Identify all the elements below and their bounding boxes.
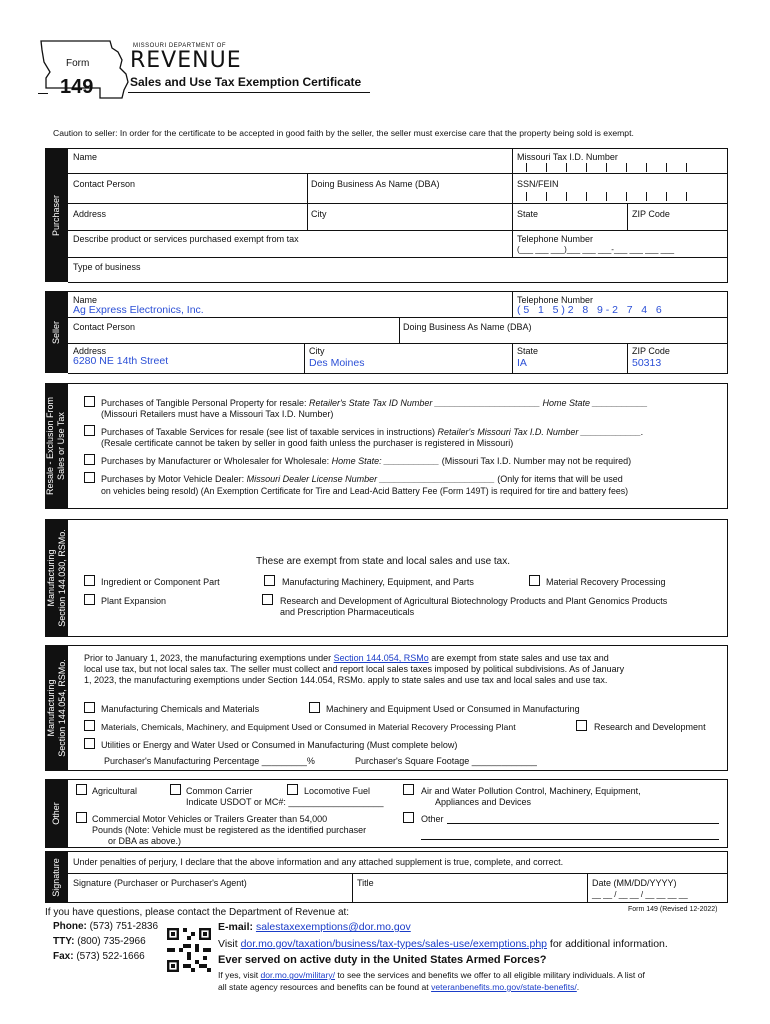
title-underline: [128, 92, 370, 93]
locomotive-checkbox[interactable]: [287, 784, 298, 795]
form-title: Sales and Use Tax Exemption Certificate: [130, 75, 362, 89]
commercial-vehicle-label: Commercial Motor Vehicles or Trailers Greater than 54,000: [92, 814, 328, 824]
air-water-checkbox[interactable]: [403, 784, 414, 795]
caution-text: Caution to seller: In order for the certificate to be accepted in good faith by the seller, the seller must exercise care that the property being sold is exempt.: [53, 128, 634, 138]
utilities-checkbox[interactable]: [84, 738, 95, 749]
seller-state-value[interactable]: IA: [517, 357, 527, 369]
ingredient-checkbox[interactable]: [84, 575, 95, 586]
purchaser-contact-field[interactable]: [70, 175, 305, 202]
resale-services-checkbox[interactable]: [84, 425, 95, 436]
purchaser-dba-label: Doing Business As Name (DBA): [311, 179, 440, 189]
research-development-checkbox[interactable]: [576, 720, 587, 731]
square-footage-field[interactable]: Purchaser's Square Footage _____________: [355, 756, 537, 766]
mfg054-band: [45, 645, 68, 771]
air-water-label: Air and Water Pollution Control, Machinery, Equipment,: [421, 786, 641, 796]
date-label: Date (MM/DD/YYYY): [592, 878, 677, 888]
purchaser-type-label: Type of business: [73, 262, 141, 272]
purchaser-address-label: Address: [73, 209, 107, 219]
seller-name-label: Name: [73, 295, 98, 305]
fax-line: Fax: (573) 522-1666: [53, 951, 145, 962]
resale-dealer-text: Purchases by Motor Vehicle Dealer: Missouri Dealer License Number _______________________ (Only for items that will be used: [101, 474, 623, 484]
signature-field[interactable]: [70, 875, 350, 902]
resale-dealer-note: on vehicles being resold) (An Exemption Certificate for Tire and Lead-Acid Battery Fee (Form 149T) is required for tire and battery fees): [101, 486, 629, 496]
plant-expansion-label: Plant Expansion: [101, 596, 167, 606]
mfg054-band-line2: Section 144.054, RSMo.: [56, 659, 67, 757]
perjury-statement: Under penalties of perjury, I declare that the above information and any attached supplement is true, complete, and correct.: [73, 857, 564, 867]
seller-band: [45, 291, 68, 373]
purchaser-zip-field[interactable]: [629, 205, 726, 229]
tty-line: TTY: (800) 735-2966: [53, 936, 146, 947]
mfg054-paragraph-3: 1, 2023, the manufacturing exemptions under Section 144.054, RSMo. apply to state sales and use tax and local sales and use tax.: [84, 675, 608, 685]
ingredient-label: Ingredient or Component Part: [101, 577, 220, 587]
agency-line: MISSOURI DEPARTMENT OF: [133, 43, 227, 49]
locomotive-label: Locomotive Fuel: [304, 786, 371, 796]
other-band-label: Other: [50, 802, 61, 825]
purchaser-dba-field[interactable]: [309, 175, 511, 202]
purchaser-phone-field[interactable]: (___ ___ ___)___ ___ ___-___ ___ ___ ___: [517, 245, 675, 254]
seller-state-label: State: [517, 346, 539, 356]
manufacturing-machinery-checkbox[interactable]: [264, 575, 275, 586]
purchaser-state-label: State: [517, 209, 539, 219]
research-development-label: Research and Development: [594, 722, 706, 732]
signature-label: Signature (Purchaser or Purchaser's Agent): [73, 878, 247, 888]
resale-dealer-checkbox[interactable]: [84, 472, 95, 483]
chemicals-checkbox[interactable]: [84, 702, 95, 713]
form-revision: Form 149 (Revised 12-2022): [628, 906, 718, 913]
mfg030-band: [45, 519, 68, 637]
agricultural-checkbox[interactable]: [76, 784, 87, 795]
seller-contact-field[interactable]: [70, 319, 397, 342]
research-agri-checkbox[interactable]: [262, 594, 273, 605]
mfg054-band-line1: Manufacturing: [45, 679, 56, 737]
research-agri-label: Research and Development of Agricultural Biotechnology Products and Plant Genomics Products: [280, 596, 668, 606]
purchaser-city-field[interactable]: [309, 205, 511, 229]
title-field[interactable]: [354, 875, 585, 902]
resale-wholesale-checkbox[interactable]: [84, 454, 95, 465]
resale-services-note: (Resale certificate cannot be taken by seller in good faith unless the purchaser is registered in Missouri): [101, 438, 514, 448]
resale-tangible-text: Purchases of Tangible Personal Property for resale: Retailer's State Tax ID Number _____________________ Home State ___________: [101, 398, 648, 408]
mfg054-paragraph-1: Prior to January 1, 2023, the manufacturing exemptions under Section 144.054, RSMo are exempt from state sales and use tax and: [84, 653, 609, 663]
form-number-dash: [38, 93, 48, 94]
purchaser-tax-id-field[interactable]: [514, 162, 726, 172]
manufacturing-machinery-label: Manufacturing Machinery, Equipment, and Parts: [282, 577, 474, 587]
resale-band: [45, 383, 68, 509]
purchaser-address-field[interactable]: [70, 205, 305, 229]
resale-wholesale-text: Purchases by Manufacturer or Wholesaler for Wholesale: Home State: ___________ (Missouri Tax I.D. Number may not be required): [101, 456, 632, 466]
purchaser-tax-id-label: Missouri Tax I.D. Number: [517, 152, 618, 162]
agricultural-label: Agricultural: [92, 786, 138, 796]
purchaser-band: [45, 148, 68, 282]
seller-phone-value[interactable]: ( 5 1 5 ) 2 8 9 - 2 7 4 6: [517, 304, 662, 316]
utilities-label: Utilities or Energy and Water Used or Consumed in Manufacturing (Must complete below): [101, 740, 458, 750]
form-label: Form: [66, 58, 90, 69]
commercial-vehicle-checkbox[interactable]: [76, 812, 87, 823]
seller-dba-field[interactable]: [401, 319, 726, 342]
purchaser-zip-label: ZIP Code: [632, 209, 670, 219]
veteran-benefits-link[interactable]: veteranbenefits.mo.gov/state-benefits/: [431, 982, 577, 992]
material-recovery-checkbox[interactable]: [529, 575, 540, 586]
purchaser-name-field[interactable]: [70, 150, 510, 172]
mfg030-band-line1: Manufacturing: [45, 549, 56, 607]
signature-band: [45, 851, 68, 903]
other-label: Other: [421, 814, 444, 824]
materials-label: Materials, Chemicals, Machinery, and Equipment Used or Consumed in Material Recovery Processing Plant: [101, 722, 516, 732]
mfg030-heading: These are exempt from state and local sales and use tax.: [256, 556, 511, 567]
machinery-used-label: Machinery and Equipment Used or Consumed in Manufacturing: [326, 704, 580, 714]
seller-city-label: City: [309, 346, 325, 356]
commercial-vehicle-label-2: Pounds (Note: Vehicle must be registered as the identified purchaser: [92, 825, 367, 835]
email-line: E-mail: salestaxexemptions@dor.mo.gov: [218, 921, 411, 933]
seller-contact-label: Contact Person: [73, 322, 136, 332]
resale-services-text: Purchases of Taxable Services for resale (see list of taxable services in instructions) Retailer's Missouri Tax I.D. Number ____________.: [101, 427, 644, 437]
armed-forces-heading: Ever served on active duty in the United States Armed Forces?: [218, 954, 547, 966]
purchaser-ssn-label: SSN/FEIN: [517, 179, 559, 189]
resale-tangible-checkbox[interactable]: [84, 396, 95, 407]
resale-band-line1: Resale - Exclusion From: [45, 396, 56, 496]
military-text-2: all state agency resources and benefits can be found at veteranbenefits.mo.gov/state-benefits/.: [218, 982, 580, 992]
chemicals-label: Manufacturing Chemicals and Materials: [101, 704, 260, 714]
other-band: [45, 779, 68, 848]
purchaser-city-label: City: [311, 209, 327, 219]
signature-band-label: Signature: [51, 857, 61, 897]
purchaser-describe-label: Describe product or services purchased exempt from tax: [73, 234, 299, 244]
seller-name-value[interactable]: Ag Express Electronics, Inc.: [73, 304, 204, 316]
seller-address-value[interactable]: 6280 NE 14th Street: [73, 355, 169, 367]
visit-line: Visit dor.mo.gov/taxation/business/tax-types/sales-use/exemptions.php for additional information.: [218, 938, 668, 950]
air-water-label-2: Appliances and Devices: [435, 797, 532, 807]
phone-line: Phone: (573) 751-2836: [53, 921, 159, 932]
date-field[interactable]: __ __ / __ __ / __ __ __ __: [592, 890, 688, 899]
purchaser-contact-label: Contact Person: [73, 179, 136, 189]
machinery-used-checkbox[interactable]: [309, 702, 320, 713]
material-recovery-label: Material Recovery Processing: [546, 577, 666, 587]
other-line-1[interactable]: [447, 823, 719, 824]
commercial-vehicle-label-3: or DBA as above.): [108, 836, 182, 846]
research-agri-label-2: and Prescription Pharmaceuticals: [280, 607, 415, 617]
purchaser-state-field[interactable]: [514, 205, 626, 229]
military-link[interactable]: dor.mo.gov/military/: [260, 970, 336, 980]
purchaser-band-label: Purchaser: [51, 194, 61, 236]
exemptions-link[interactable]: dor.mo.gov/taxation/business/tax-types/sales-use/exemptions.php: [240, 938, 547, 950]
seller-zip-value[interactable]: 50313: [632, 357, 662, 369]
plant-expansion-checkbox[interactable]: [84, 594, 95, 605]
purchaser-phone-label: Telephone Number: [517, 234, 594, 244]
common-carrier-checkbox[interactable]: [170, 784, 181, 795]
seller-dba-label: Doing Business As Name (DBA): [403, 322, 532, 332]
manufacturing-percentage-field[interactable]: Purchaser's Manufacturing Percentage _________%: [104, 756, 315, 766]
seller-zip-label: ZIP Code: [632, 346, 670, 356]
purchaser-name-label: Name: [73, 152, 98, 162]
resale-tangible-note: (Missouri Retailers must have a Missouri Tax I.D. Number): [101, 409, 334, 419]
section-144-054-link[interactable]: Section 144.054, RSMo: [333, 653, 429, 663]
common-carrier-label: Common Carrier: [186, 786, 253, 796]
purchaser-describe-field[interactable]: [70, 232, 510, 256]
agency-logo: REVENUE: [130, 48, 242, 73]
other-checkbox[interactable]: [403, 812, 414, 823]
qr-code-icon[interactable]: [167, 928, 211, 972]
military-text-1: If yes, visit dor.mo.gov/military/ to see the services and benefits we offer to all eligible military individuals. A list of: [218, 970, 645, 980]
questions-text: If you have questions, please contact the Department of Revenue at:: [45, 907, 350, 918]
seller-address-label: Address: [73, 346, 107, 356]
other-line-2[interactable]: [421, 839, 719, 840]
title-label: Title: [357, 878, 374, 888]
seller-phone-label: Telephone Number: [517, 295, 594, 305]
purchaser-ssn-field[interactable]: [514, 191, 726, 201]
mfg054-paragraph-2: local use tax, but not local sales tax. The seller must collect and report local sales taxes imposed by political subdivisions. As of January: [84, 664, 625, 674]
form-number: 149: [60, 76, 94, 98]
seller-band-label: Seller: [51, 320, 62, 344]
purchaser-type-field[interactable]: [70, 259, 725, 281]
resale-band-line2: Sales or Use Tax: [56, 412, 67, 480]
materials-checkbox[interactable]: [84, 720, 95, 731]
seller-city-value[interactable]: Des Moines: [309, 357, 365, 369]
email-link[interactable]: salestaxexemptions@dor.mo.gov: [255, 921, 411, 933]
usdot-field[interactable]: Indicate USDOT or MC#: ___________________: [186, 797, 384, 807]
mfg030-band-line2: Section 144.030, RSMo.: [56, 529, 67, 627]
